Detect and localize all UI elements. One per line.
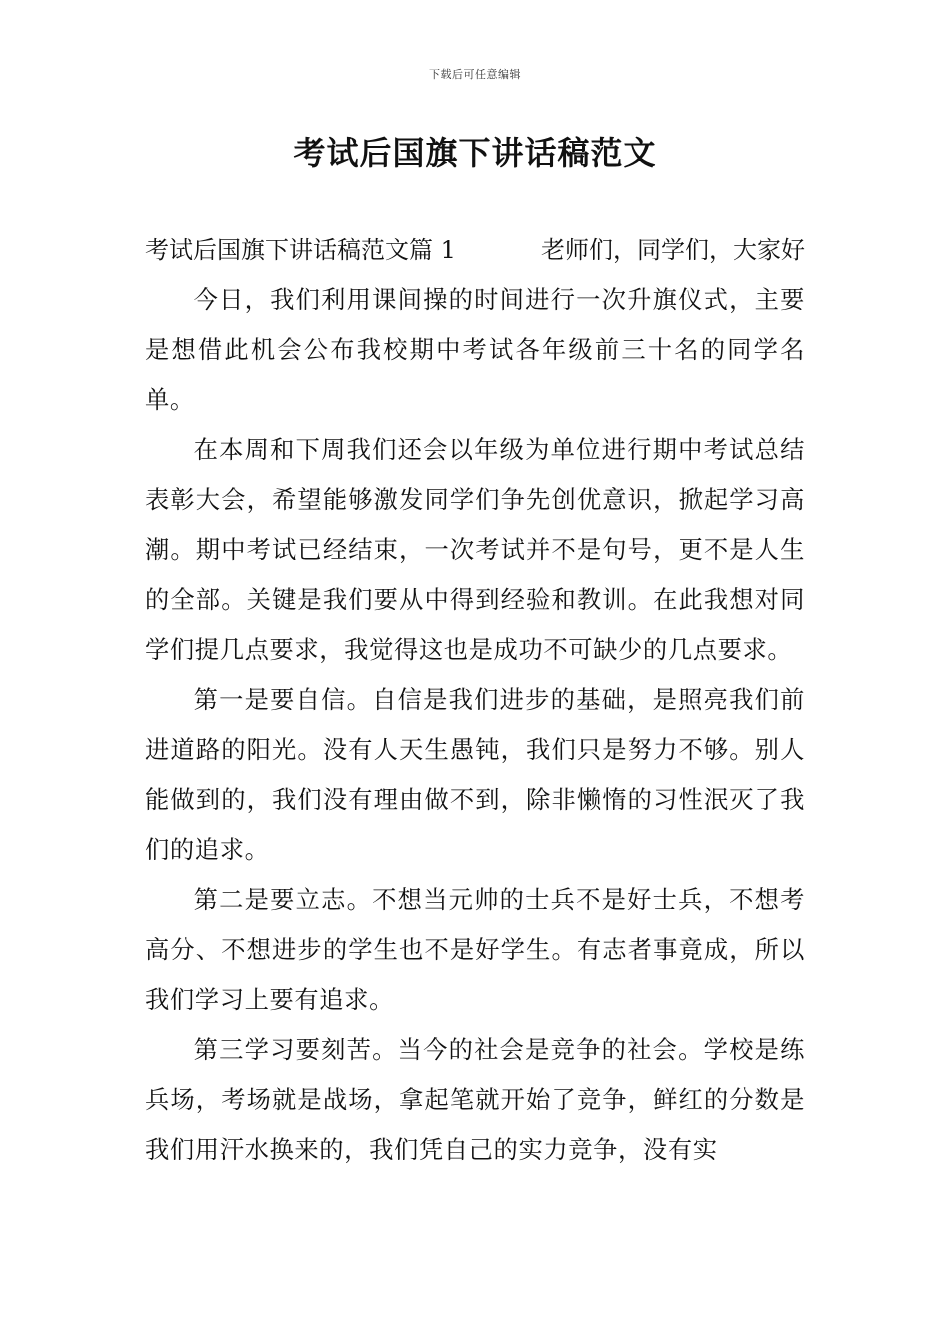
intro-line	[145, 225, 805, 275]
paragraph: 今日，我们利用课间操的时间进行一次升旗仪式，主要是想借此机会公布我校期中考试各年级前三十名的同学名单。	[145, 285, 805, 414]
paragraph: 第一是要自信。自信是我们进步的基础，是照亮我们前进道路的阳光。没有人天生愚钝，我们只是努力不够。别人能做到的，我们没有理由做不到，除非懒惰的习性泯灭了我们的追求。	[145, 685, 805, 864]
document-body	[145, 225, 805, 1175]
header-note: 下载后可任意编辑	[429, 68, 521, 81]
paragraph: 在本周和下周我们还会以年级为单位进行期中考试总结表彰大会，希望能够激发同学们争先创优意识，掀起学习高潮。期中考试已经结束，一次考试并不是句号，更不是人生的全部。关键是我们要从中得到经验和教训。在此我想对同学们提几点要求，我觉得这也是成功不可缺少的几点要求。	[145, 435, 805, 664]
document-title: 考试后国旗下讲话稿范文	[293, 134, 657, 172]
paragraph: 第三学习要刻苦。当今的社会是竞争的社会。学校是练兵场，考场就是战场，拿起笔就开始了竞争，鲜红的分数是我们用汗水换来的，我们凭自己的实力竞争，没有实	[145, 1035, 805, 1164]
paragraph: 第二是要立志。不想当元帅的士兵不是好士兵，不想考高分、不想进步的学生也不是好学生。有志者事竟成，所以我们学习上要有追求。	[145, 885, 805, 1014]
greeting: 老师们，同学们，大家好	[541, 236, 805, 264]
section-heading: 考试后国旗下讲话稿范文篇 1	[145, 236, 456, 264]
